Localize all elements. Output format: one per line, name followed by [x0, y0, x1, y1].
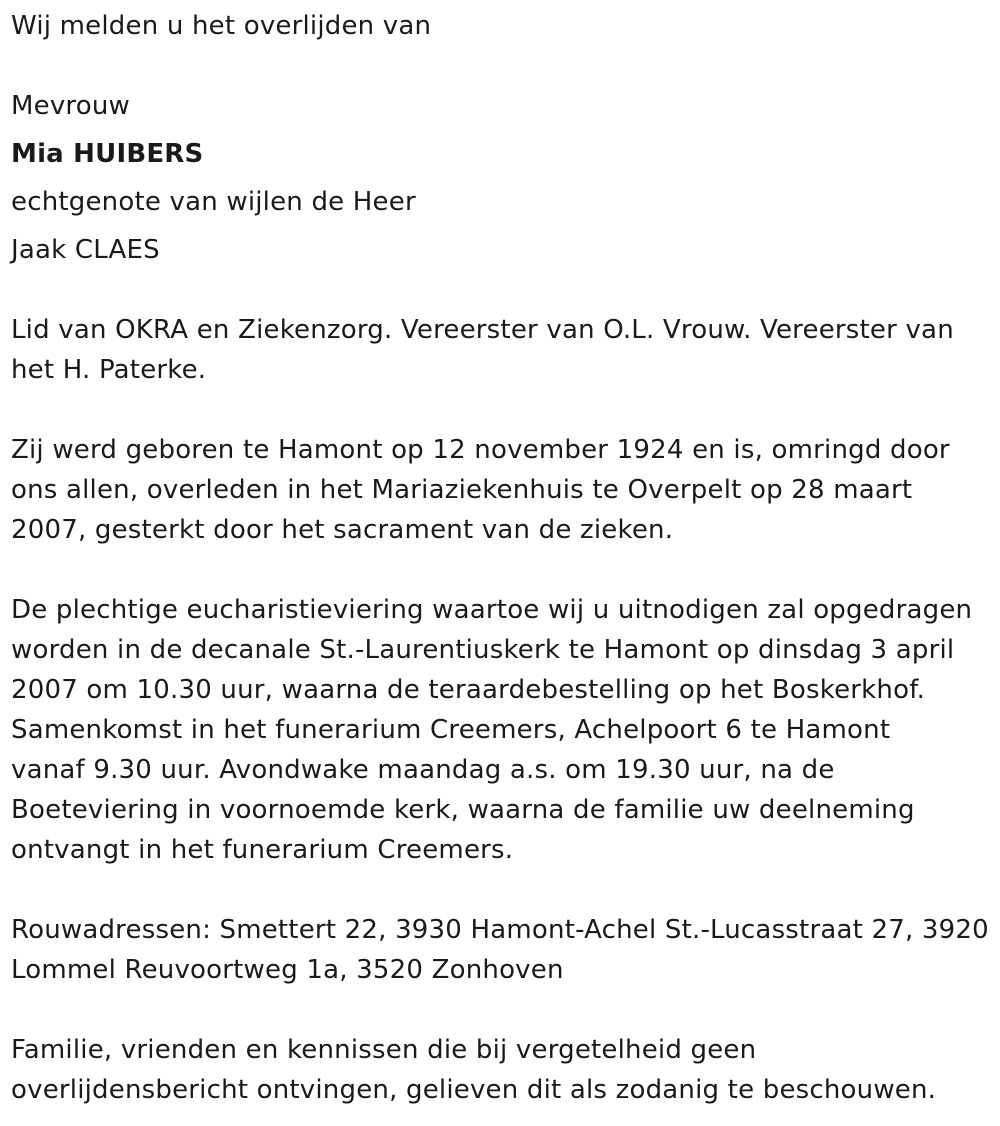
paragraph-line: Familie, vrienden en kennissen die bij vergetelheid geen: [11, 1035, 757, 1065]
paragraph-line: Lommel Reuvoortweg 1a, 3520 Zonhoven: [11, 955, 564, 985]
intro-text: Wij melden u het overlijden van: [11, 11, 432, 41]
paragraph-line: Zij werd geboren te Hamont op 12 november 1924 en is, omringd door: [11, 435, 950, 465]
paragraph-line: ontvangt in het funerarium Creemers.: [11, 835, 514, 865]
paragraph-line: ons allen, overleden in het Mariaziekenhuis te Overpelt op 28 maart: [11, 475, 913, 505]
paragraph-line: Samenkomst in het funerarium Creemers, Achelpoort 6 te Hamont: [11, 715, 891, 745]
paragraph-line: Boeteviering in voornoemde kerk, waarna de familie uw deelneming: [11, 795, 915, 825]
paragraph-line: 2007, gesterkt door het sacrament van de zieken.: [11, 515, 674, 545]
deceased-name: Mia HUIBERS: [11, 139, 204, 169]
paragraph-line: overlijdensbericht ontvingen, gelieven dit als zodanig te beschouwen.: [11, 1075, 937, 1105]
paragraph-line: het H. Paterke.: [11, 355, 207, 385]
paragraph-line: vanaf 9.30 uur. Avondwake maandag a.s. om 19.30 uur, na de: [11, 755, 835, 785]
paragraph-line: Lid van OKRA en Ziekenzorg. Vereerster van O.L. Vrouw. Vereerster van: [11, 315, 954, 345]
deceased-title: Mevrouw: [11, 91, 130, 121]
paragraph-line: 2007 om 10.30 uur, waarna de teraardebestelling op het Boskerkhof.: [11, 675, 926, 705]
relation-text: echtgenote van wijlen de Heer: [11, 187, 416, 217]
paragraph-line: Rouwadressen: Smettert 22, 3930 Hamont-Achel St.-Lucasstraat 27, 3920: [11, 915, 989, 945]
paragraph-line: De plechtige eucharistieviering waartoe wij u uitnodigen zal opgedragen: [11, 595, 973, 625]
spouse-name: Jaak CLAES: [11, 235, 160, 265]
paragraph-line: worden in de decanale St.-Laurentiuskerk te Hamont op dinsdag 3 april: [11, 635, 955, 665]
